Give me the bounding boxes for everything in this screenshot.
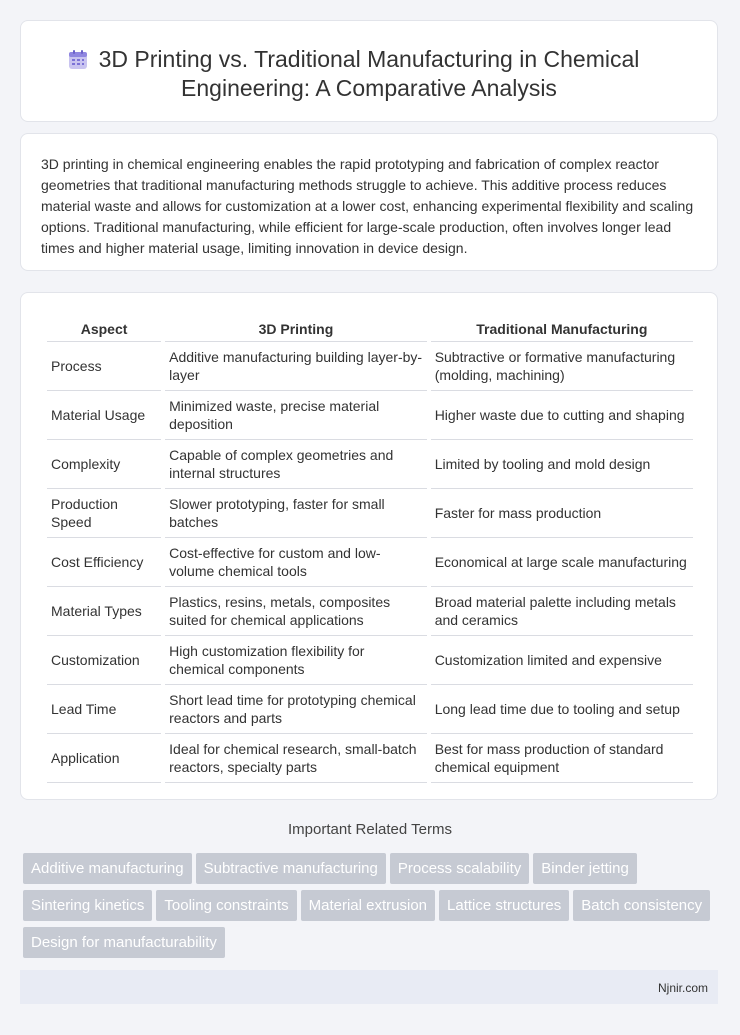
- footer-site: Njnir.com: [657, 981, 708, 995]
- cell-traditional: Customization limited and expensive: [431, 636, 693, 685]
- cell-traditional: Faster for mass production: [431, 489, 693, 538]
- table-row: [47, 391, 693, 440]
- table-row: [47, 734, 693, 783]
- cell-traditional: Economical at large scale manufacturing: [431, 538, 693, 587]
- cell-traditional: Best for mass production of standard chemical equipment: [431, 734, 693, 783]
- comparison-table: [43, 313, 697, 783]
- table-row: [47, 342, 693, 391]
- table-row: [47, 587, 693, 636]
- header-3d-printing: 3D Printing: [165, 313, 427, 342]
- table-header-row: [47, 313, 693, 342]
- header-traditional: Traditional Manufacturing: [431, 313, 693, 342]
- cell-aspect: Cost Efficiency: [47, 538, 161, 587]
- table-row: [47, 636, 693, 685]
- comparison-table-card: [20, 292, 718, 800]
- related-term-tag[interactable]: Binder jetting: [533, 853, 637, 884]
- cell-3d-printing: Slower prototyping, faster for small batches: [165, 489, 427, 538]
- cell-3d-printing: High customization flexibility for chemical components: [165, 636, 427, 685]
- cell-traditional: Broad material palette including metals and ceramics: [431, 587, 693, 636]
- cell-aspect: Complexity: [47, 440, 161, 489]
- cell-aspect: Production Speed: [47, 489, 161, 538]
- related-term-tag[interactable]: Sintering kinetics: [23, 890, 152, 921]
- cell-3d-printing: Ideal for chemical research, small-batch reactors, specialty parts: [165, 734, 427, 783]
- related-terms-list: [23, 853, 723, 964]
- table-row: [47, 440, 693, 489]
- related-term-tag[interactable]: Design for manufacturability: [23, 927, 225, 958]
- cell-aspect: Application: [47, 734, 161, 783]
- cell-aspect: Material Types: [47, 587, 161, 636]
- cell-3d-printing: Short lead time for prototyping chemical reactors and parts: [165, 685, 427, 734]
- related-terms-title: Important Related Terms: [288, 821, 452, 838]
- related-term-tag[interactable]: Material extrusion: [301, 890, 435, 921]
- page-title: [21, 45, 717, 103]
- cell-3d-printing: Capable of complex geometries and internal structures: [165, 440, 427, 489]
- related-term-tag[interactable]: Subtractive manufacturing: [196, 853, 386, 884]
- header-aspect: Aspect: [47, 313, 161, 342]
- related-term-tag[interactable]: Process scalability: [390, 853, 529, 884]
- cell-3d-printing: Additive manufacturing building layer-by-layer: [165, 342, 427, 391]
- cell-traditional: Higher waste due to cutting and shaping: [431, 391, 693, 440]
- page-title-line1: 3D Printing vs. Traditional Manufacturing in Chemical: [98, 46, 640, 72]
- cell-traditional: Subtractive or formative manufacturing (molding, machining): [431, 342, 693, 391]
- page-title-line2: Engineering: A Comparative Analysis: [181, 75, 557, 101]
- cell-aspect: Lead Time: [47, 685, 161, 734]
- cell-aspect: Material Usage: [47, 391, 161, 440]
- cell-aspect: Customization: [47, 636, 161, 685]
- title-card: [20, 20, 718, 122]
- intro-paragraph: 3D printing in chemical engineering enables the rapid prototyping and fabrication of complex reactor geometries that traditional manufacturing methods struggle to achieve. This additive process reduces material waste and allows for customization at a lower cost, enhancing experimental flexibility and scaling options. Traditional manufacturing, while efficient for large-scale production, often involves longer lead times and higher material usage, limiting innovation in device design.: [41, 156, 694, 256]
- related-term-tag[interactable]: Batch consistency: [573, 890, 710, 921]
- related-term-tag[interactable]: Tooling constraints: [156, 890, 296, 921]
- table-row: [47, 538, 693, 587]
- cell-3d-printing: Minimized waste, precise material deposition: [165, 391, 427, 440]
- intro-card: [20, 133, 718, 271]
- related-term-tag[interactable]: Additive manufacturing: [23, 853, 192, 884]
- footer: [20, 970, 718, 1004]
- cell-traditional: Long lead time due to tooling and setup: [431, 685, 693, 734]
- cell-aspect: Process: [47, 342, 161, 391]
- table-row: [47, 685, 693, 734]
- cell-3d-printing: Plastics, resins, metals, composites suited for chemical applications: [165, 587, 427, 636]
- table-row: [47, 489, 693, 538]
- cell-3d-printing: Cost-effective for custom and low-volume chemical tools: [165, 538, 427, 587]
- cell-traditional: Limited by tooling and mold design: [431, 440, 693, 489]
- related-term-tag[interactable]: Lattice structures: [439, 890, 569, 921]
